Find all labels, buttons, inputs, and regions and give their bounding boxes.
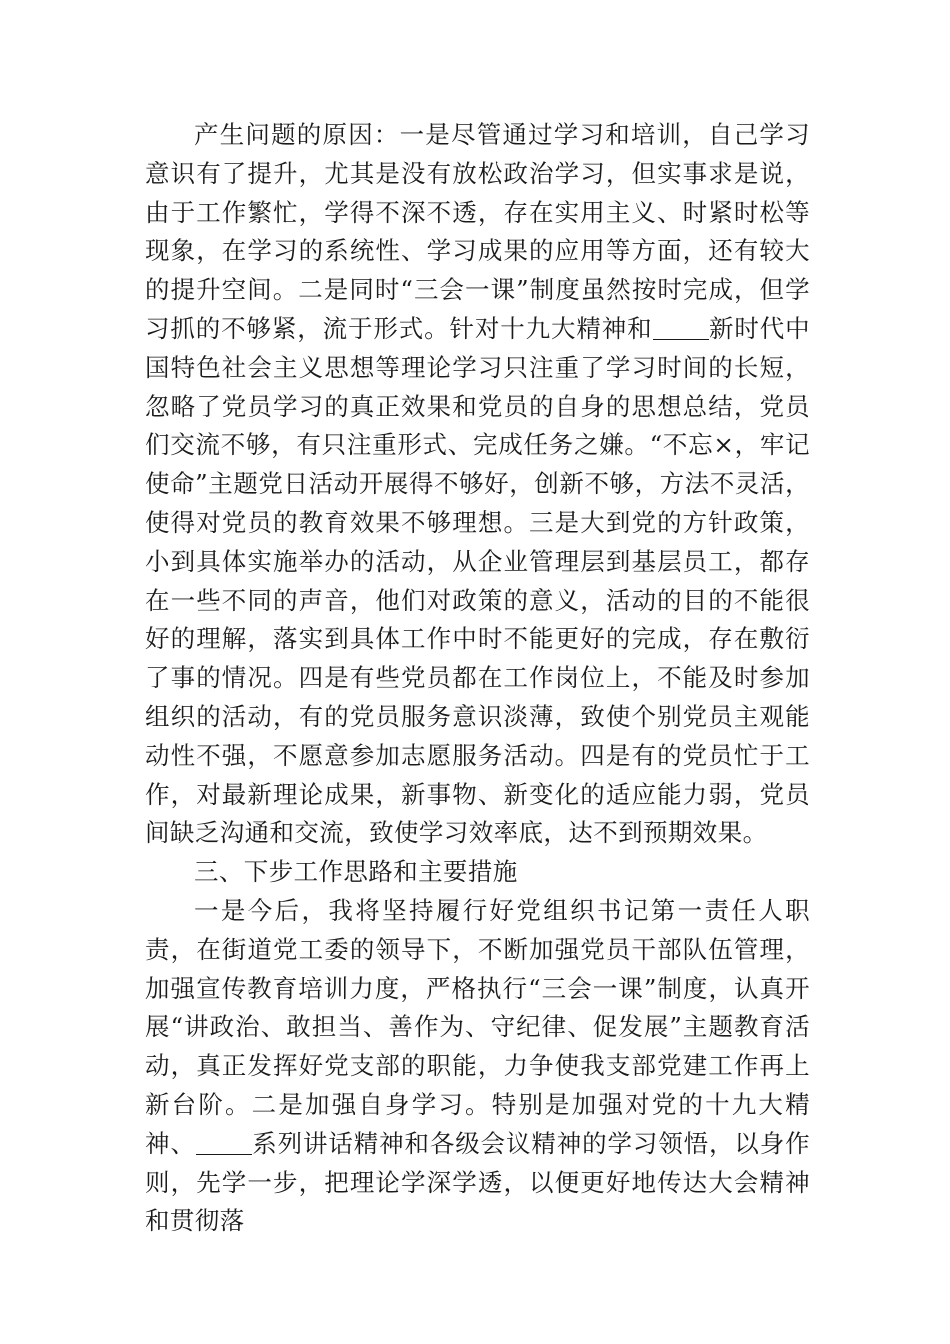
paragraph-problem-causes [145,116,810,853]
paragraph-next-steps [145,892,810,1241]
paragraph-text: 系列讲话精神和各级会议精神的学习领悟，以身作则，先学一步，把理论学深学透，以便更好地传达大会精神和贯彻落 [145,1128,810,1236]
paragraph-text: 一是今后，我将坚持履行好党组织书记第一责任人职责，在街道党工委的领导下，不断加强党员干部队伍管理，加强宣传教育培训力度，严格执行“三会一课”制度，认真开展“讲政治、敢担当、善作为、守纪律、促发展”主题教育活动，真正发挥好党支部的职能，力争使我支部党建工作再上新台阶。二是加强自身学习。特别是加强对党的十九大精神、 [145,895,810,1158]
paragraph-text: 新时代中国特色社会主义思想等理论学习只注重了学习时间的长短，忽略了党员学习的真正效果和党员的自身的思想总结，党员们交流不够，有只注重形式、完成任务之嫌。“不忘×，牢记使命”主题党日活动开展得不够好，创新不够，方法不灵活，使得对党员的教育效果不够理想。三是大到党的方针政策，小到具体实施举办的活动，从企业管理层到基层员工，都存在一些不同的声音，他们对政策的意义，活动的目的不能很好的理解，落实到具体工作中时不能更好的完成，存在敷衍了事的情况。四是有些党员都在工作岗位上，不能及时参加组织的活动，有的党员服务意识淡薄，致使个别党员主观能动性不强，不愿意参加志愿服务活动。四是有的党员忙于工作，对最新理论成果，新事物、新变化的适应能力弱，党员间缺乏沟通和交流，致使学习效率底，达不到预期效果。 [145,313,810,848]
blank-underline [196,1153,252,1155]
blank-underline [653,338,709,340]
paragraph-text: 产生问题的原因：一是尽管通过学习和培训，自己学习意识有了提升，尤其是没有放松政治学习，但实事求是说，由于工作繁忙，学得不深不透，存在实用主义、时紧时松等现象，在学习的系统性、学习成果的应用等方面，还有较大的提升空间。二是同时“三会一课”制度虽然按时完成，但学习抓的不够紧，流于形式。针对十九大精神和 [145,120,810,343]
document-page [145,116,810,1241]
section-heading: 三、下步工作思路和主要措施 [194,857,518,887]
